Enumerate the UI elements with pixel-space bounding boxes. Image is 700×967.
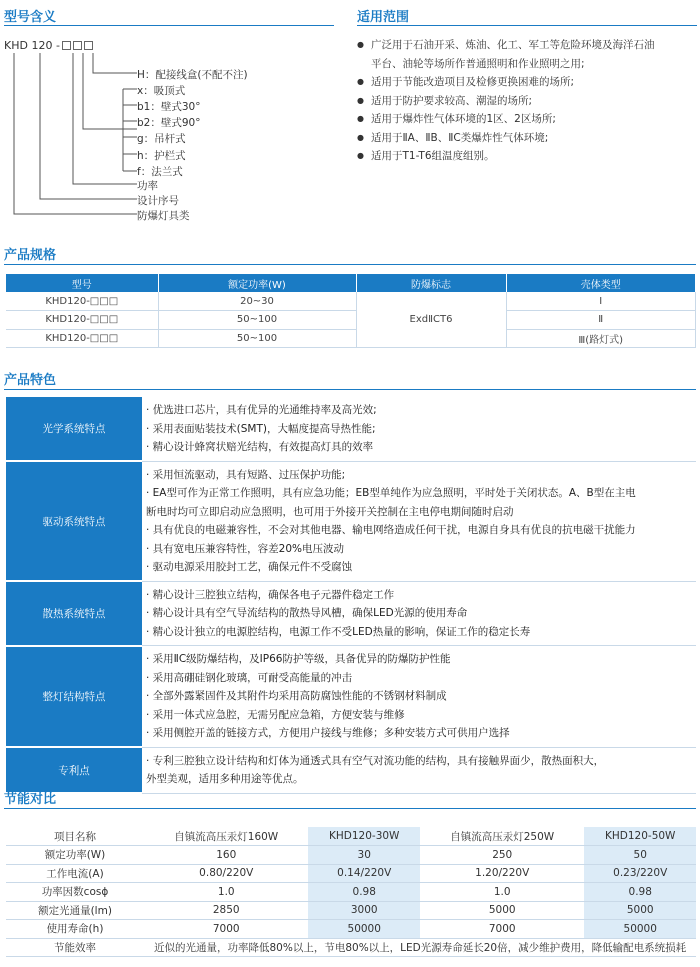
feature-line: 外型美观，适用多种用途等优点。 xyxy=(146,773,304,785)
legend-item: b2：壁式90° xyxy=(137,117,201,129)
column-header: KHD120-30W xyxy=(308,827,419,846)
feature-line: · 采用一体式应急腔，无需另配应急箱，方便安装与维修 xyxy=(146,708,405,721)
cell-exmark: ExdⅡCT6 xyxy=(356,292,506,348)
feature-line: · 采用恒流驱动，具有短路、过压保护功能; xyxy=(146,468,346,481)
table-cell: 7000 xyxy=(144,920,308,939)
divider xyxy=(357,25,697,26)
table-row xyxy=(6,864,696,883)
table-row xyxy=(6,397,696,461)
scope-item-text: ● 广泛用于石油开采、炼油、化工、军工等危险环境及海洋石油 xyxy=(371,39,655,51)
feature-key: 专利点 xyxy=(6,747,142,793)
legend-item: f：法兰式 xyxy=(137,166,183,178)
feature-line: · 具有优良的电磁兼容性，不会对其他电器、输电网络造成任何干扰，电源自身具有优良的抗电磁干扰能力 xyxy=(146,524,636,536)
feature-key: 光学系统特点 xyxy=(6,397,142,461)
table-row xyxy=(6,292,696,311)
scope-item xyxy=(357,110,697,129)
scope-item-text: ● 适用于防护要求较高、潮湿的场所; xyxy=(371,94,533,107)
table-cell: 1.0 xyxy=(420,883,584,902)
table-row xyxy=(6,747,696,793)
table-row xyxy=(6,646,696,748)
divider xyxy=(4,264,696,265)
column-header: 额定功率(W) xyxy=(158,274,356,292)
cell-model: KHD120-□□□ xyxy=(6,292,158,311)
row-label: 工作电流(A) xyxy=(6,864,144,883)
feature-line: · 精心设计具有空气导流结构的散热导风槽，确保LED光源的使用寿命 xyxy=(146,607,468,619)
column-header: 壳体类型 xyxy=(506,274,696,292)
energy-title: 节能对比 xyxy=(4,792,57,807)
column-header: 型号 xyxy=(6,274,158,292)
table-row xyxy=(6,329,696,348)
feature-line: 断电时均可立即启动应急照明，也可用于外接开关控制在主电停电期间随时启动 xyxy=(146,505,514,518)
scope-item xyxy=(357,147,697,166)
feature-value xyxy=(142,646,696,748)
column-header: 自镇流高压汞灯250W xyxy=(420,827,584,846)
feature-line: · 驱动电源采用胶封工艺，确保元件不受腐蚀 xyxy=(146,561,353,573)
table-row xyxy=(6,846,696,865)
feature-line: · 精心设计蜂窝状赔光结构，有效提高灯具的效率 xyxy=(146,441,374,453)
scope-item-text: ● 适用于节能改造项目及检修更换困难的场所; xyxy=(371,76,575,88)
feature-value xyxy=(142,461,696,581)
scope-item xyxy=(357,92,697,111)
column-header: 自镇流高压汞灯160W xyxy=(144,827,308,846)
scope-item xyxy=(357,36,697,73)
spec-table xyxy=(6,274,696,348)
legend-item: x：吸顶式 xyxy=(137,85,186,97)
energy-table xyxy=(6,827,696,957)
column-header: 防爆标志 xyxy=(356,274,506,292)
row-label: 使用寿命(h) xyxy=(6,920,144,939)
table-row xyxy=(6,311,696,330)
model-code-text: KHD 120 - xyxy=(4,39,60,52)
spec-title: 产品规格 xyxy=(4,248,57,263)
table-cell: 2850 xyxy=(144,901,308,920)
table-cell: 50000 xyxy=(584,920,696,939)
feature-line: · EA型可作为正常工作照明，具有应急功能；EB型单纯作为应急照明，平时处于关闭状态。A、B型在主电 xyxy=(146,487,636,499)
scope-list xyxy=(357,36,697,166)
table-cell: 30 xyxy=(308,846,419,865)
row-label: 额定功率(W) xyxy=(6,846,144,865)
table-header-row xyxy=(6,274,696,292)
table-cell: 250 xyxy=(420,846,584,865)
feature-line: · 采用高硼硅钢化玻璃，可耐受高能量的冲击 xyxy=(146,671,353,684)
feature-value xyxy=(142,747,696,793)
model-meaning-title: 型号含义 xyxy=(4,10,57,25)
divider xyxy=(4,389,696,390)
feature-line: · 采用表面贴装技术(SMT)，大幅度提高导热性能; xyxy=(146,422,376,435)
row-label: 节能效率 xyxy=(6,938,144,957)
column-header: KHD120-50W xyxy=(584,827,696,846)
table-cell: 0.14/220V xyxy=(308,864,419,883)
table-cell: 50000 xyxy=(308,920,419,939)
feature-line: · 全部外露紧固件及其附件均采用高防腐蚀性能的不锈钢材料制成 xyxy=(146,690,447,702)
feature-line: · 精心设计三腔独立结构，确保各电子元器件稳定工作 xyxy=(146,588,395,601)
feature-line: · 具有宽电压兼容特性，容差20%电压波动 xyxy=(146,542,345,555)
feature-line: · 精心设计独立的电源腔结构，电源工作不受LED热量的影响，保证工作的稳定长寿 xyxy=(146,625,531,638)
legend-item: b1：壁式30° xyxy=(137,101,201,113)
legend-item: H：配接线盒(不配不注) xyxy=(137,69,248,81)
legend-item: 设计序号 xyxy=(137,195,179,207)
scope-title: 适用范围 xyxy=(357,10,410,25)
legend-item: h：护栏式 xyxy=(137,150,186,162)
feature-line: · 采用ⅡC级防爆结构，及IP66防护等级，具备优异的防爆防护性能 xyxy=(146,653,451,665)
scope-item-text: ● 适用于爆炸性气体环境的1区、2区场所; xyxy=(371,113,556,125)
table-cell: 0.98 xyxy=(308,883,419,902)
table-cell: 0.80/220V xyxy=(144,864,308,883)
cell-shell: Ⅱ xyxy=(506,311,696,330)
divider xyxy=(4,808,696,809)
table-cell: 0.98 xyxy=(584,883,696,902)
cell-power: 50~100 xyxy=(158,311,356,330)
scope-item-text: ● 适用于ⅡA、ⅡB、ⅡC类爆炸性气体环境; xyxy=(371,131,549,144)
table-row xyxy=(6,883,696,902)
table-cell: 3000 xyxy=(308,901,419,920)
cell-model: KHD120-□□□ xyxy=(6,311,158,330)
column-header: 项目名称 xyxy=(6,827,144,846)
feature-key: 整灯结构特点 xyxy=(6,646,142,748)
table-header-row xyxy=(6,827,696,846)
row-label: 功率因数cosϕ xyxy=(6,883,144,902)
table-row xyxy=(6,581,696,646)
scope-item-text: 平台、油轮等场所作普通照明和作业照明之用; xyxy=(371,57,585,70)
features-table xyxy=(6,397,696,794)
legend-item: 功率 xyxy=(137,180,158,192)
feature-line: · 优选进口芯片，具有优异的光通维持率及高光效; xyxy=(146,404,377,416)
table-row xyxy=(6,461,696,581)
table-row xyxy=(6,920,696,939)
cell-power: 20~30 xyxy=(158,292,356,311)
table-cell: 5000 xyxy=(584,901,696,920)
table-cell: 7000 xyxy=(420,920,584,939)
scope-item-text: ● 适用于T1-T6组温度组别。 xyxy=(371,150,495,162)
table-cell: 1.0 xyxy=(144,883,308,902)
feature-line: · 采用侧腔开盖的链接方式，方便用户接线与维修；多种安装方式可供用户选择 xyxy=(146,727,510,739)
cell-shell: Ⅲ(路灯式) xyxy=(506,329,696,348)
scope-item xyxy=(357,129,697,148)
cell-model: KHD120-□□□ xyxy=(6,329,158,348)
efficiency-note: 近似的光通量，功率降低80%以上，节电80%以上，LED光源寿命延长20倍，减少维护费用，降低输配电系统损耗 xyxy=(144,938,696,957)
feature-line: · 专利三腔独立设计结构和灯体为通透式具有空气对流功能的结构，具有接触界面少，散热面积大， xyxy=(146,754,605,767)
table-cell: 50 xyxy=(584,846,696,865)
table-cell: 5000 xyxy=(420,901,584,920)
table-row xyxy=(6,938,696,957)
table-row xyxy=(6,901,696,920)
scope-item xyxy=(357,73,697,92)
feature-value xyxy=(142,397,696,461)
features-title: 产品特色 xyxy=(4,373,57,388)
cell-shell: Ⅰ xyxy=(506,292,696,311)
feature-value xyxy=(142,581,696,646)
feature-key: 散热系统特点 xyxy=(6,581,142,646)
cell-power: 50~100 xyxy=(158,329,356,348)
feature-key: 驱动系统特点 xyxy=(6,461,142,581)
legend-item: 防爆灯具类 xyxy=(137,210,190,222)
legend-item: g：吊杆式 xyxy=(137,133,186,145)
table-cell: 160 xyxy=(144,846,308,865)
table-cell: 1.20/220V xyxy=(420,864,584,883)
row-label: 额定光通量(lm) xyxy=(6,901,144,920)
table-cell: 0.23/220V xyxy=(584,864,696,883)
